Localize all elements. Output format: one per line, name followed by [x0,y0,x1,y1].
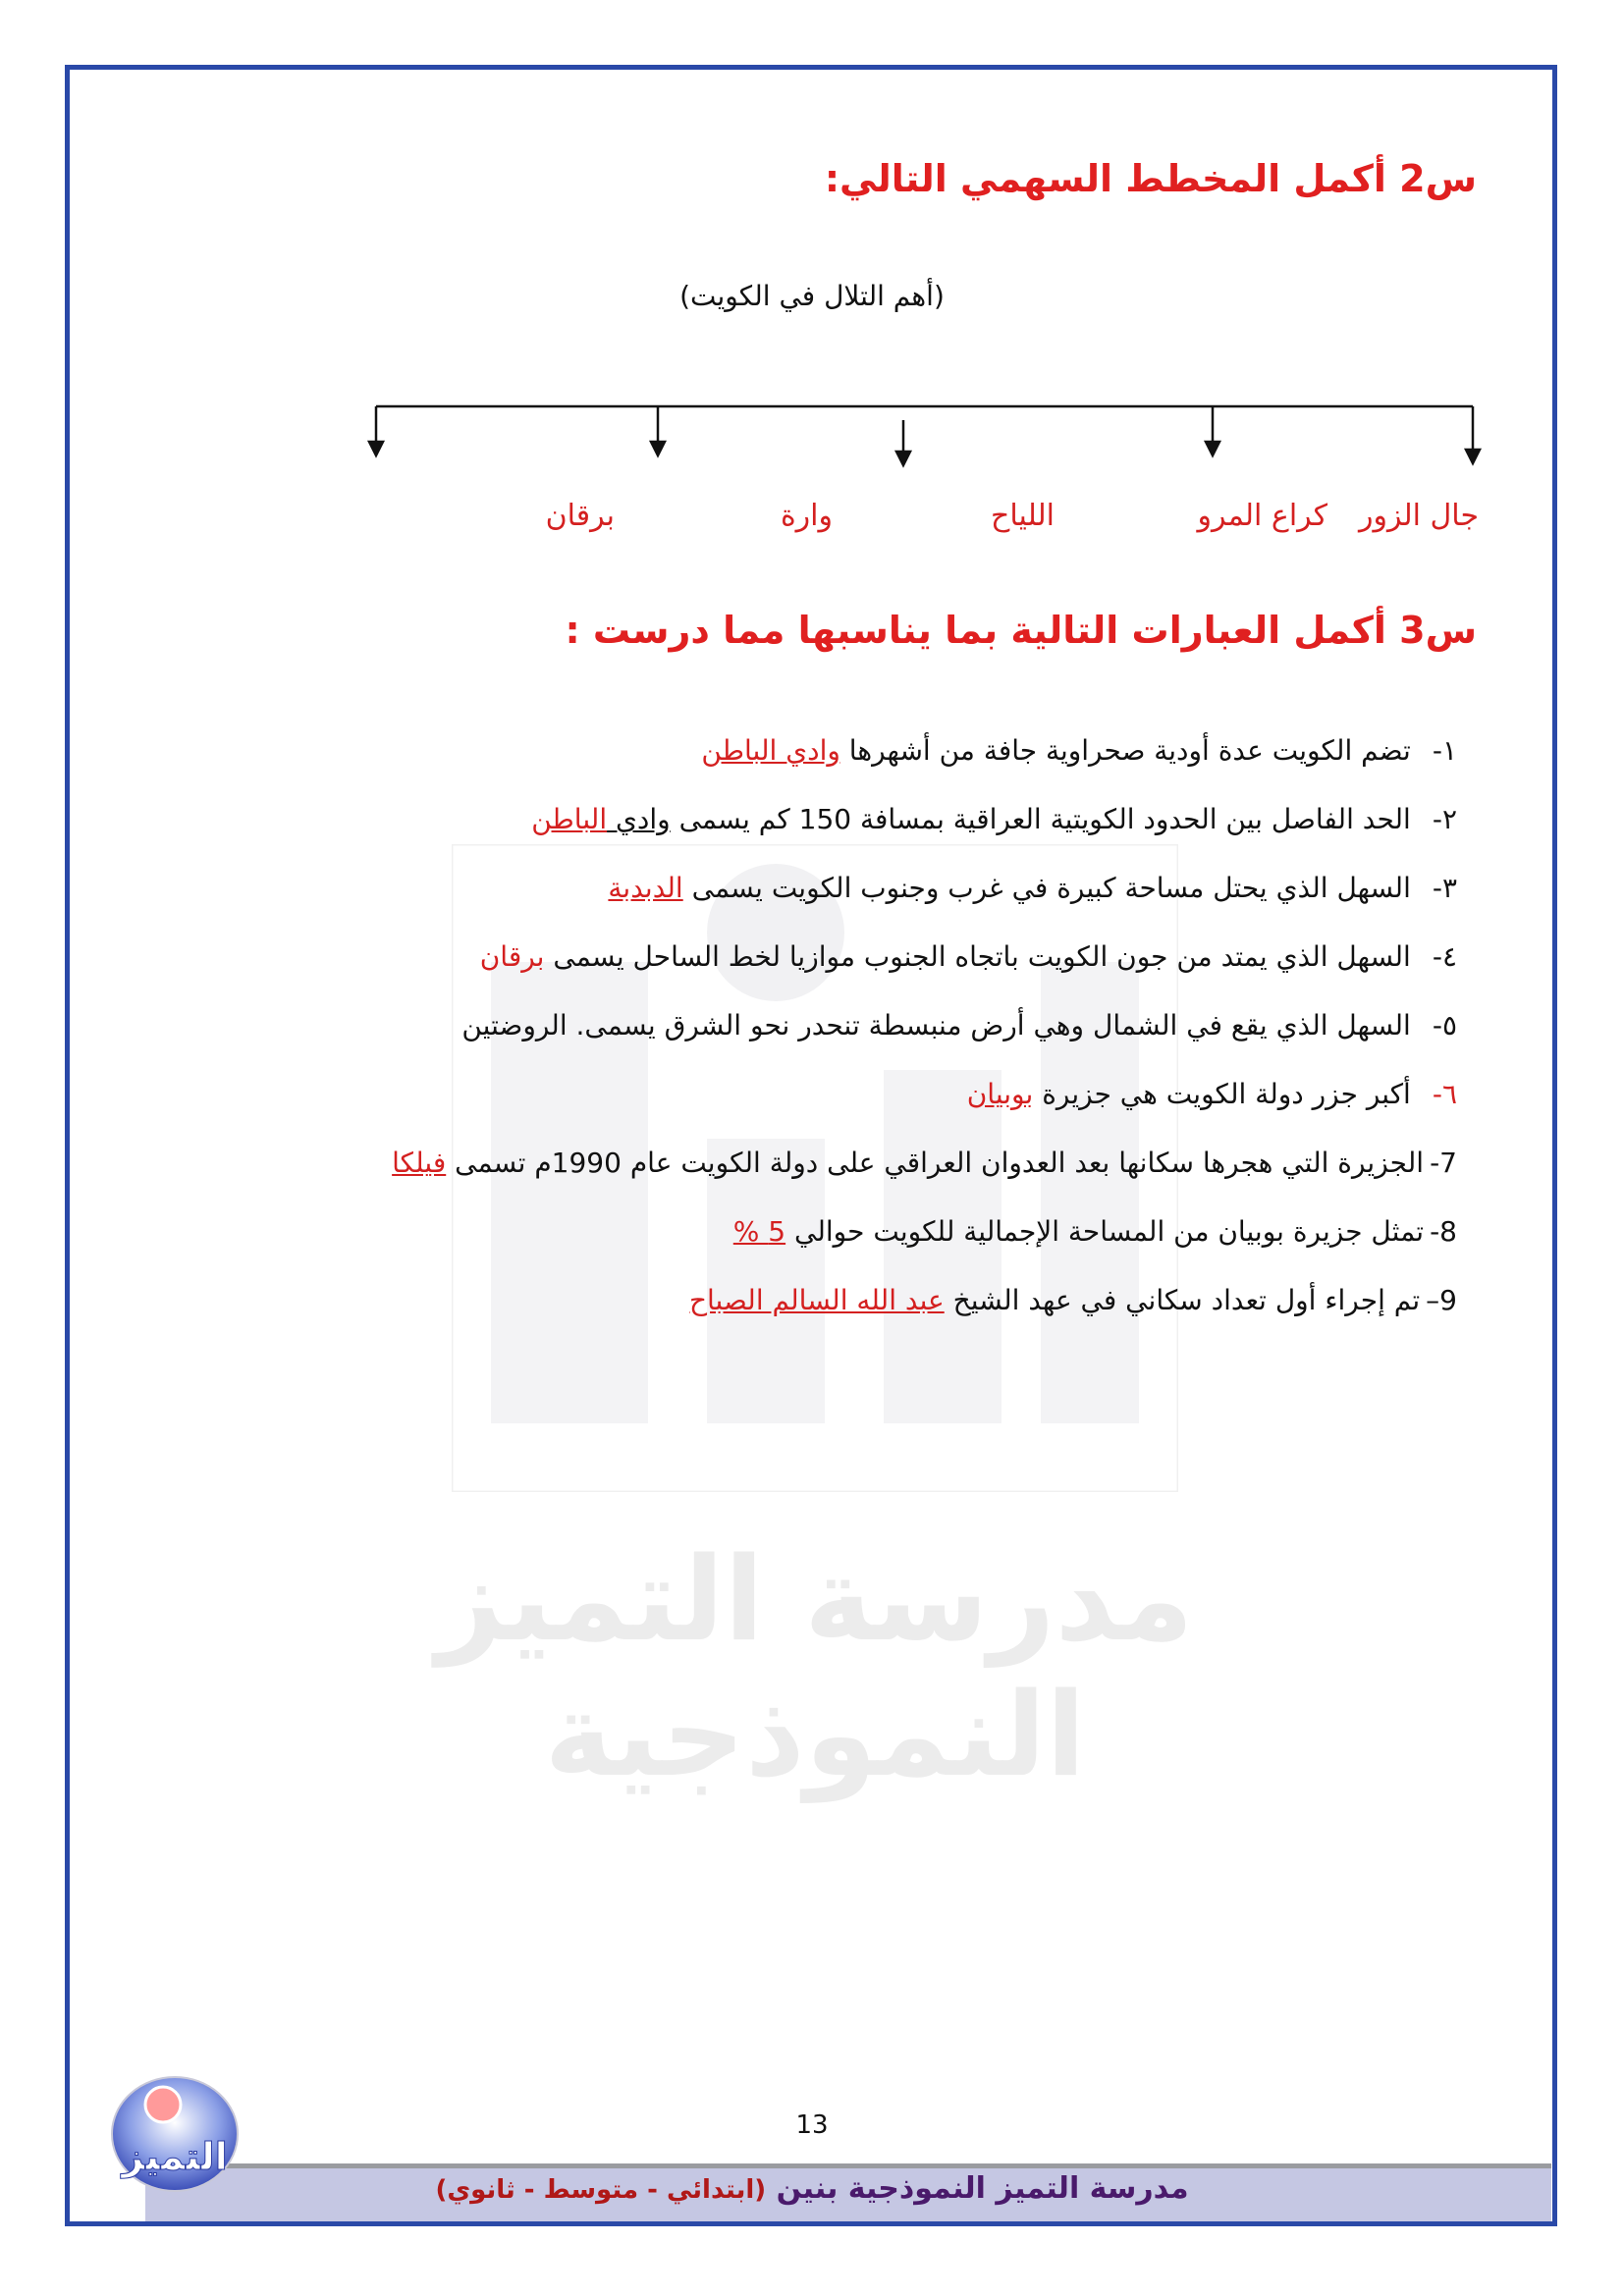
question-3-heading: س3 أكمل العبارات التالية بما يناسبها مما درست : [565,609,1477,652]
answer-burgan: برقان [545,499,615,533]
school-logo [106,2067,244,2195]
diagram-title: (أهم التلال في الكويت) [679,280,945,312]
list-item: 8-تمثل جزيرة بوبيان من المساحة الإجمالية للكويت حوالي 5 % [732,1215,1457,1248]
question-2-heading: س2 أكمل المخطط السهمي التالي: [824,157,1477,200]
list-item: ٤-السهل الذي يمتد من جون الكويت باتجاه الجنوب موازيا لخط الساحل يسمى برقان [479,940,1457,973]
list-item: 9–تم إجراء أول تعداد سكاني في عهد الشيخ عبد الله السالم الصباح [688,1284,1457,1316]
arrow-diagram [0,0,1624,471]
list-item: 7-الجزيرة التي هجرها سكانها بعد العدوان العراقي على دولة الكويت عام 1990م تسمى فيلكا [392,1147,1457,1179]
answer-allayah: اللياح [991,499,1055,533]
answer-wara: وارة [780,499,833,533]
watermark-text: مدرسة التميز النموذجية [436,1531,1194,1802]
list-item: ٦-أكبر جزر دولة الكويت هي جزيرة بوبيان [966,1078,1457,1110]
svg-text:التميز: التميز [122,2135,228,2178]
list-item: ٥-السهل الذي يقع في الشمال وهي أرض منبسطة تنحدر نحو الشرق يسمى. الروضتين [461,1009,1457,1041]
page-number: 13 [795,2110,829,2140]
list-item: ٣-السهل الذي يحتل مساحة كبيرة في غرب وجنوب الكويت يسمى الدبدبة [608,872,1457,904]
answer-jal-alzour: جال الزور [1358,499,1479,533]
answer-kura-almaru: كراع المرو [1197,499,1327,533]
footer-school-name: مدرسة التميز النموذجية بنين (ابتدائي - متوسط - ثانوي) [435,2171,1189,2206]
list-item: ١-تضم الكويت عدة أودية صحراوية جافة من أشهرها وادي الباطن [701,734,1457,767]
list-item: ٢-الحد الفاصل بين الحدود الكويتية العراقية بمسافة 150 كم يسمى وادي الباطن [531,803,1457,835]
